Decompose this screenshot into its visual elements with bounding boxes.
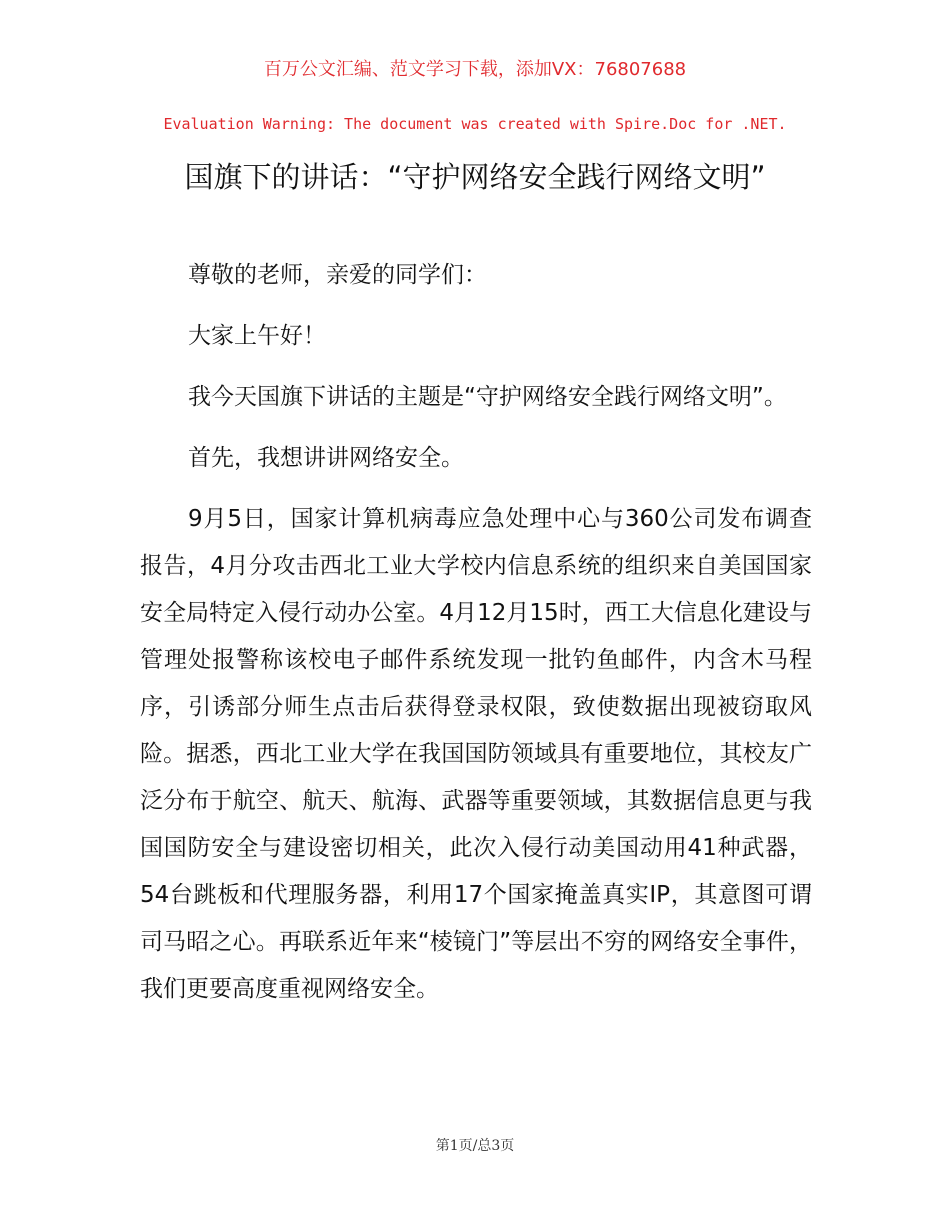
page-number-footer: 第1页/总3页 [435, 1138, 515, 1154]
intro-paragraph: 首先，我想讲讲网络安全。 [188, 445, 464, 471]
topic-paragraph: 我今天国旗下讲话的主题是“守护网络安全践行网络文明”。 [188, 384, 787, 410]
body-paragraph: 9月5日，国家计算机病毒应急处理中心与360公司发布调查报告，4月分攻击西北工业大学校内信息系统的组织来自美国国家安全局特定入侵行动办公室。4月12月15时，西工大信息化建设与管理处报警称该校电子邮件系统发现一批钓鱼邮件，内含木马程序，引诱部分师生点击后获得登录权限，致使数据出现被窃取风险。据悉，西北工业大学在我国国防领域具有重要地位，其校友广泛分布于航空、航天、航海、武器等重要领域，其数据信息更与我国国防安全与建设密切相关，此次入侵行动美国动用41种武器，54台跳板和代理服务器，利用17个国家掩盖真实IP，其意图可谓司马昭之心。再联系近年来“棱镜门”等层出不穷的网络安全事件，我们更要高度重视网络安全。 [140, 506, 812, 1002]
document-body [140, 252, 812, 1027]
promo-header: 百万公文汇编、范文学习下载，添加VX：76807688 [263, 59, 687, 80]
document-title: 国旗下的讲话：“守护网络安全践行网络文明” [184, 160, 766, 194]
greeting-paragraph: 大家上午好！ [188, 323, 326, 349]
evaluation-warning: Evaluation Warning: The document was created with Spire.Doc for .NET. [163, 115, 787, 133]
salutation-paragraph: 尊敬的老师，亲爱的同学们： [188, 262, 487, 288]
